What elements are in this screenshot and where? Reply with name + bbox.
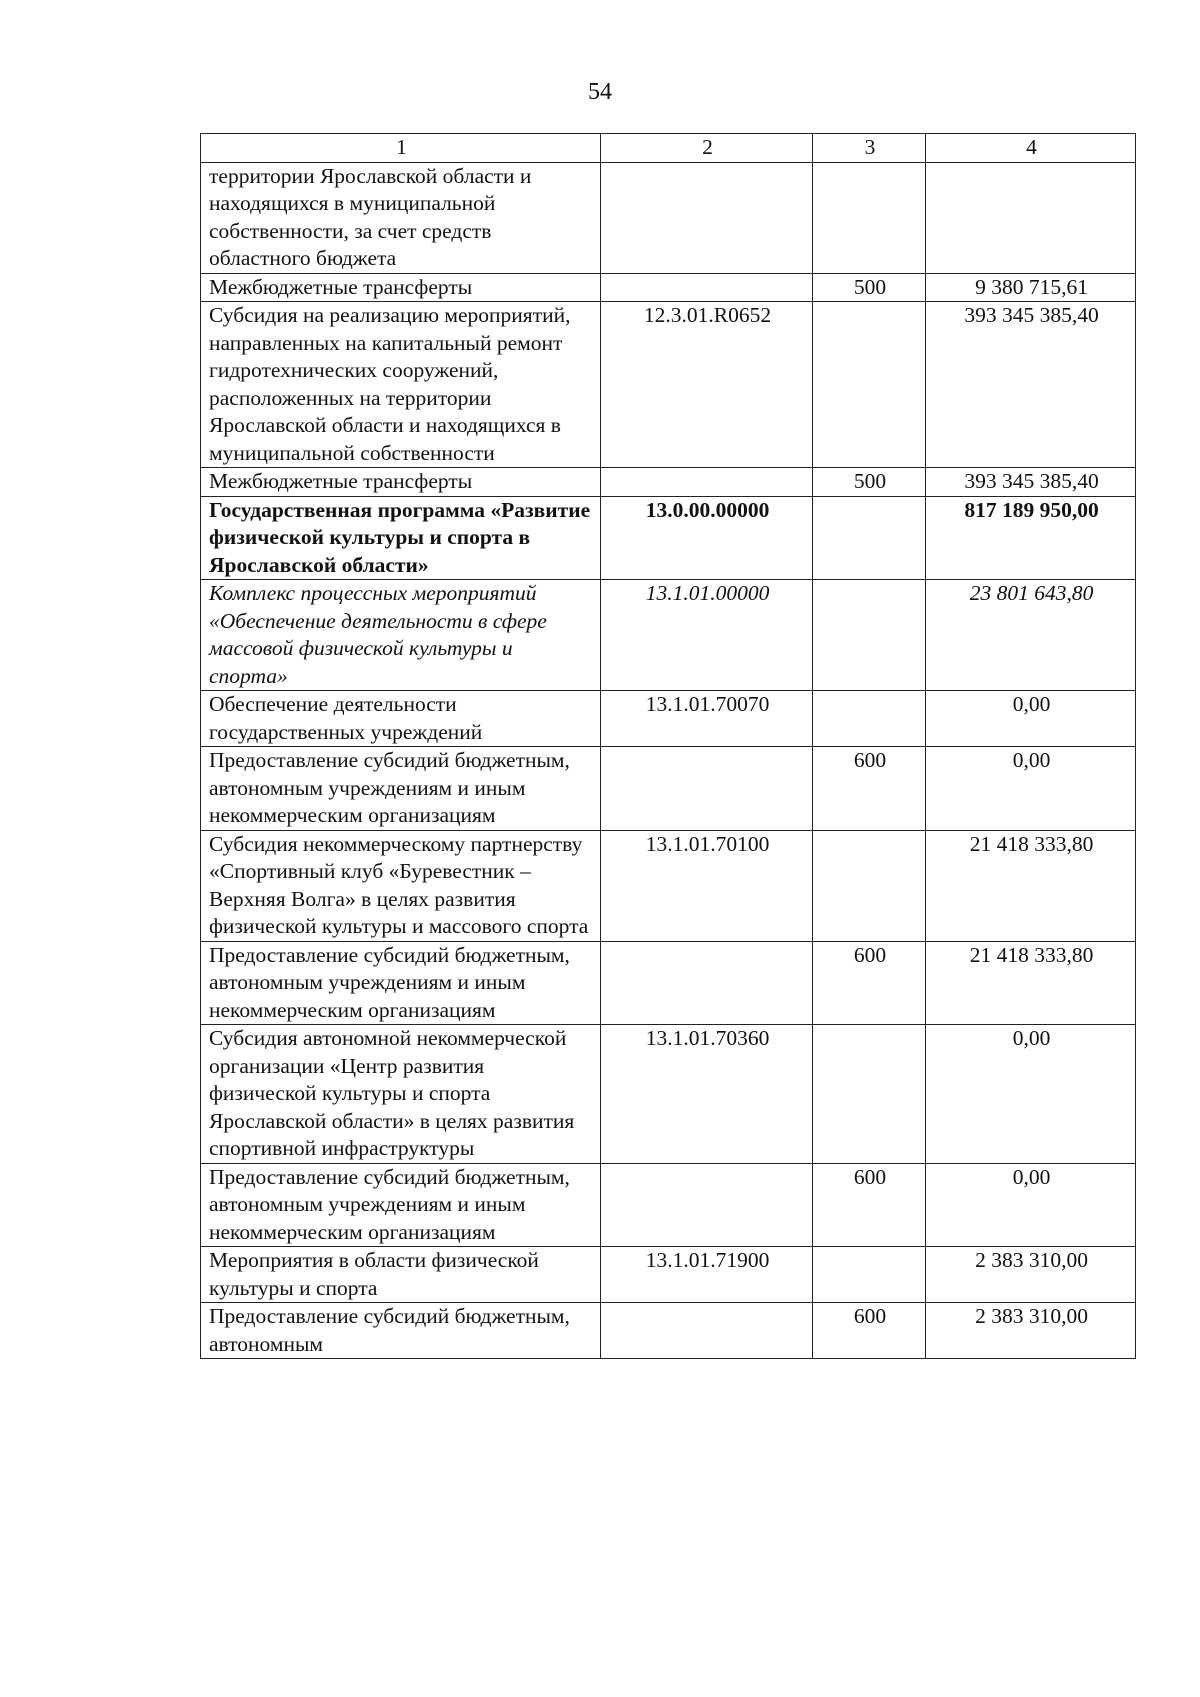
amount-cell: 9 380 715,61 xyxy=(926,273,1136,302)
header-col-3: 3 xyxy=(813,134,926,163)
table-row xyxy=(201,1303,1136,1359)
name-cell: Предоставление субсидий бюджетным, автономным учреждениям и иным некоммерческим организациям xyxy=(201,941,601,1025)
table-row xyxy=(201,273,1136,302)
table-row xyxy=(201,1025,1136,1164)
table-row xyxy=(201,747,1136,831)
table-row xyxy=(201,302,1136,468)
table-row xyxy=(201,1163,1136,1247)
table-row xyxy=(201,580,1136,691)
name-cell: Обеспечение деятельности государственных учреждений xyxy=(201,691,601,747)
code-cell xyxy=(601,941,813,1025)
table-body xyxy=(201,162,1136,1359)
amount-cell: 23 801 643,80 xyxy=(926,580,1136,691)
expense-type-cell: 600 xyxy=(813,941,926,1025)
table-header xyxy=(201,134,1136,163)
code-cell: 13.1.01.71900 xyxy=(601,1247,813,1303)
page-number: 54 xyxy=(588,79,612,105)
name-cell: территории Ярославской области и находящихся в муниципальной собственности, за счет средств областного бюджета xyxy=(201,162,601,273)
amount-cell: 0,00 xyxy=(926,1163,1136,1247)
amount-cell: 0,00 xyxy=(926,1025,1136,1164)
table-row xyxy=(201,496,1136,580)
amount-cell: 0,00 xyxy=(926,691,1136,747)
table-row xyxy=(201,830,1136,941)
table-row xyxy=(201,162,1136,273)
code-cell: 13.1.01.70100 xyxy=(601,830,813,941)
code-cell xyxy=(601,747,813,831)
expense-type-cell: 500 xyxy=(813,273,926,302)
amount-cell: 2 383 310,00 xyxy=(926,1303,1136,1359)
name-cell: Субсидия некоммерческому партнерству «Спортивный клуб «Буревестник – Верхняя Волга» в целях развития физической культуры и массового спорта xyxy=(201,830,601,941)
amount-cell: 817 189 950,00 xyxy=(926,496,1136,580)
expense-type-cell xyxy=(813,691,926,747)
expense-type-cell xyxy=(813,1247,926,1303)
name-cell: Мероприятия в области физической культуры и спорта xyxy=(201,1247,601,1303)
header-col-4: 4 xyxy=(926,134,1136,163)
name-cell: Межбюджетные трансферты xyxy=(201,468,601,497)
name-cell: Предоставление субсидий бюджетным, автономным xyxy=(201,1303,601,1359)
expense-type-cell: 600 xyxy=(813,1163,926,1247)
amount-cell: 393 345 385,40 xyxy=(926,302,1136,468)
header-col-1: 1 xyxy=(201,134,601,163)
code-cell: 12.3.01.R0652 xyxy=(601,302,813,468)
code-cell xyxy=(601,468,813,497)
expense-type-cell xyxy=(813,1025,926,1164)
name-cell: Субсидия автономной некоммерческой организации «Центр развития физической культуры и спорта Ярославской области» в целях развития спортивной инфраструктуры xyxy=(201,1025,601,1164)
expense-type-cell: 600 xyxy=(813,1303,926,1359)
code-cell: 13.1.01.00000 xyxy=(601,580,813,691)
code-cell xyxy=(601,1163,813,1247)
table-row xyxy=(201,691,1136,747)
expense-type-cell xyxy=(813,162,926,273)
table-row xyxy=(201,1247,1136,1303)
amount-cell xyxy=(926,162,1136,273)
amount-cell: 2 383 310,00 xyxy=(926,1247,1136,1303)
expense-type-cell xyxy=(813,496,926,580)
table-row xyxy=(201,468,1136,497)
code-cell: 13.1.01.70360 xyxy=(601,1025,813,1164)
code-cell xyxy=(601,162,813,273)
code-cell: 13.0.00.00000 xyxy=(601,496,813,580)
name-cell: Межбюджетные трансферты xyxy=(201,273,601,302)
amount-cell: 21 418 333,80 xyxy=(926,830,1136,941)
name-cell: Предоставление субсидий бюджетным, автономным учреждениям и иным некоммерческим организациям xyxy=(201,747,601,831)
amount-cell: 21 418 333,80 xyxy=(926,941,1136,1025)
amount-cell: 393 345 385,40 xyxy=(926,468,1136,497)
table-row xyxy=(201,941,1136,1025)
code-cell xyxy=(601,273,813,302)
expense-type-cell xyxy=(813,830,926,941)
code-cell: 13.1.01.70070 xyxy=(601,691,813,747)
name-cell: Комплекс процессных мероприятий «Обеспечение деятельности в сфере массовой физической культуры и спорта» xyxy=(201,580,601,691)
name-cell: Субсидия на реализацию мероприятий, направленных на капитальный ремонт гидротехнических сооружений, расположенных на территории Ярославской области и находящихся в муниципальной собственности xyxy=(201,302,601,468)
name-cell: Предоставление субсидий бюджетным, автономным учреждениям и иным некоммерческим организациям xyxy=(201,1163,601,1247)
name-cell: Государственная программа «Развитие физической культуры и спорта в Ярославской области» xyxy=(201,496,601,580)
amount-cell: 0,00 xyxy=(926,747,1136,831)
header-row xyxy=(201,134,1136,163)
expense-type-cell xyxy=(813,302,926,468)
header-col-2: 2 xyxy=(601,134,813,163)
budget-table xyxy=(200,133,1136,1359)
expense-type-cell: 600 xyxy=(813,747,926,831)
expense-type-cell xyxy=(813,580,926,691)
code-cell xyxy=(601,1303,813,1359)
expense-type-cell: 500 xyxy=(813,468,926,497)
